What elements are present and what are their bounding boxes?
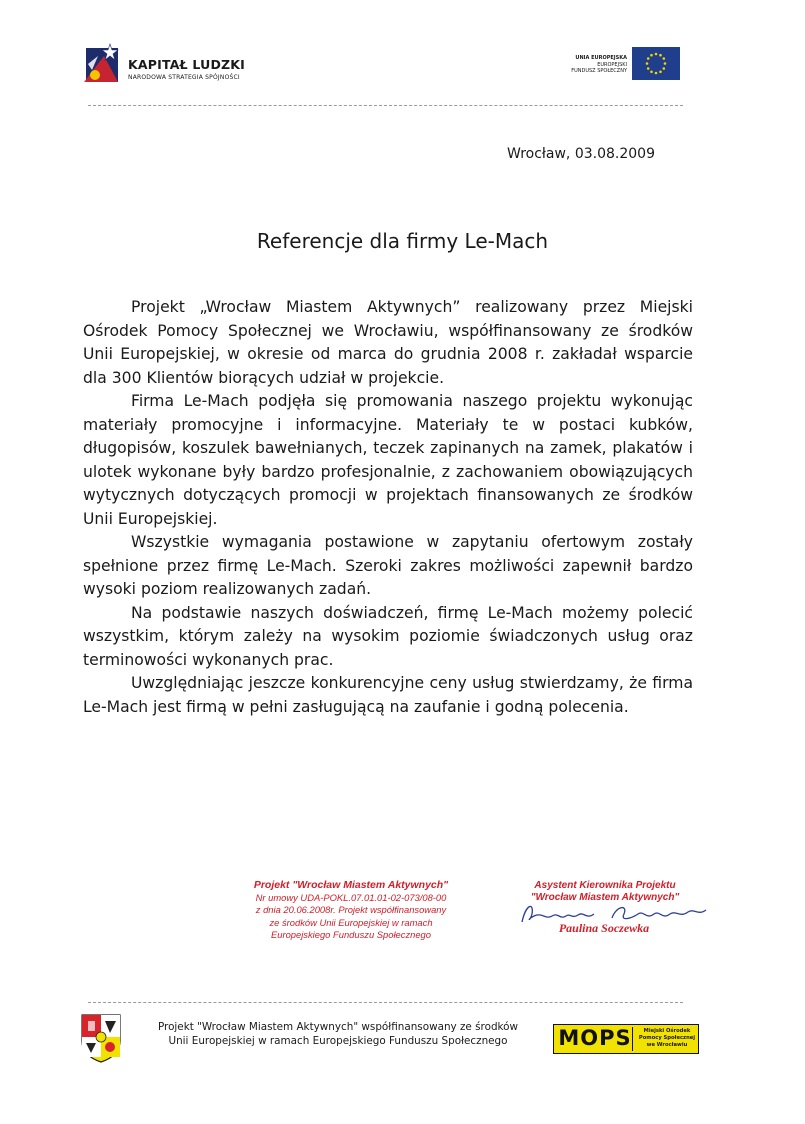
- kapital-ludzki-title: KAPITAŁ LUDZKI: [128, 57, 246, 72]
- project-stamp-line5: Europejskiego Funduszu Społecznego: [270, 929, 431, 941]
- assistant-stamp-line2: "Wrocław Miastem Aktywnych": [530, 892, 680, 903]
- eu-caption-line2: EUROPEJSKI: [597, 61, 627, 68]
- eu-flag-icon: [632, 47, 680, 80]
- body-paragraph: Wszystkie wymagania postawione w zapytaniu ofertowym zostały spełnione przez firmę Le-Mach. Szeroki zakres możliwości zapewnił bardzo wysoki poziom realizowanych zadań.: [83, 533, 693, 598]
- eu-caption-line3: FUNDUSZ SPOŁECZNY: [571, 68, 627, 74]
- eu-caption-line1: UNIA EUROPEJSKA: [575, 55, 627, 61]
- header-divider: [88, 105, 683, 106]
- mops-caption-line1: Miejski Ośrodek: [643, 1028, 691, 1034]
- body-paragraph: Projekt „Wrocław Miastem Aktywnych” realizowany przez Miejski Ośrodek Pomocy Społecznej we Wrocławiu, współfinansowany ze środków Unii Europejskiej, w okresie od marca do grudnia 2008 r. zakładał wsparcie dla 300 Klientów biorących udział w projekcie.: [83, 298, 693, 387]
- kapital-ludzki-logo: [84, 42, 124, 88]
- project-stamp: [235, 879, 467, 942]
- mops-caption-line3: we Wrocławiu: [646, 1041, 688, 1048]
- wroclaw-coat-of-arms-icon: [80, 1013, 122, 1063]
- project-stamp-line1: Projekt "Wrocław Miastem Aktywnych": [253, 879, 449, 891]
- eu-fund-caption: [555, 55, 627, 75]
- project-stamp-line4: ze środków Unii Europejskiej w ramach: [269, 916, 433, 928]
- mops-caption-line2: Pomocy Społecznej: [638, 1034, 696, 1041]
- footer-line1: Projekt "Wrocław Miastem Aktywnych" współfinansowany ze środków: [157, 1021, 519, 1033]
- project-stamp-line2: Nr umowy UDA-POKL.07.01.01-02-073/08-00: [255, 891, 447, 903]
- footer-caption: [128, 1020, 548, 1048]
- letter-date: Wrocław, 03.08.2009: [507, 146, 655, 162]
- footer-line2: Unii Europejskiej w ramach Europejskiego Funduszu Społecznego: [168, 1035, 508, 1048]
- mops-logo: MOPS: [558, 1026, 632, 1050]
- body-paragraph: Uwzględniając jeszcze konkurencyjne ceny usług stwierdzamy, że firma Le-Mach jest firmą w pełni zasługującą na zaufanie i godną polecenia.: [83, 674, 693, 716]
- signatory-name: Paulina Soczewka: [558, 921, 650, 935]
- body-paragraph: Na podstawie naszych doświadczeń, firmę Le-Mach możemy polecić wszystkim, którym zależy na wysokim poziomie świadczonych usług oraz terminowości wykonanych prac.: [83, 603, 693, 669]
- footer-divider: [88, 1002, 683, 1003]
- assistant-stamp-line1: Asystent Kierownika Projektu: [534, 880, 676, 891]
- kapital-ludzki-subtitle: NARODOWA STRATEGIA SPÓJNOŚCI: [128, 74, 240, 81]
- letter-body: [83, 296, 693, 719]
- body-paragraph: Firma Le-Mach podjęła się promowania naszego projektu wykonując materiały promocyjne i informacyjne. Materiały te w postaci kubków, długopisów, koszulek bawełnianych, teczek zapinanych na zamek, plakatów i ulotek wykonane były bardzo profesjonalnie, z zachowaniem obowiązujących wytycznych dotyczących promocji w projektach finansowanych ze środków Unii Europejskiej.: [83, 392, 693, 528]
- mops-caption: [633, 1028, 701, 1048]
- letter-title: Referencje dla firmy Le-Mach: [256, 229, 549, 253]
- project-stamp-line3: z dnia 20.06.2008r. Projekt współfinansowany: [255, 904, 447, 916]
